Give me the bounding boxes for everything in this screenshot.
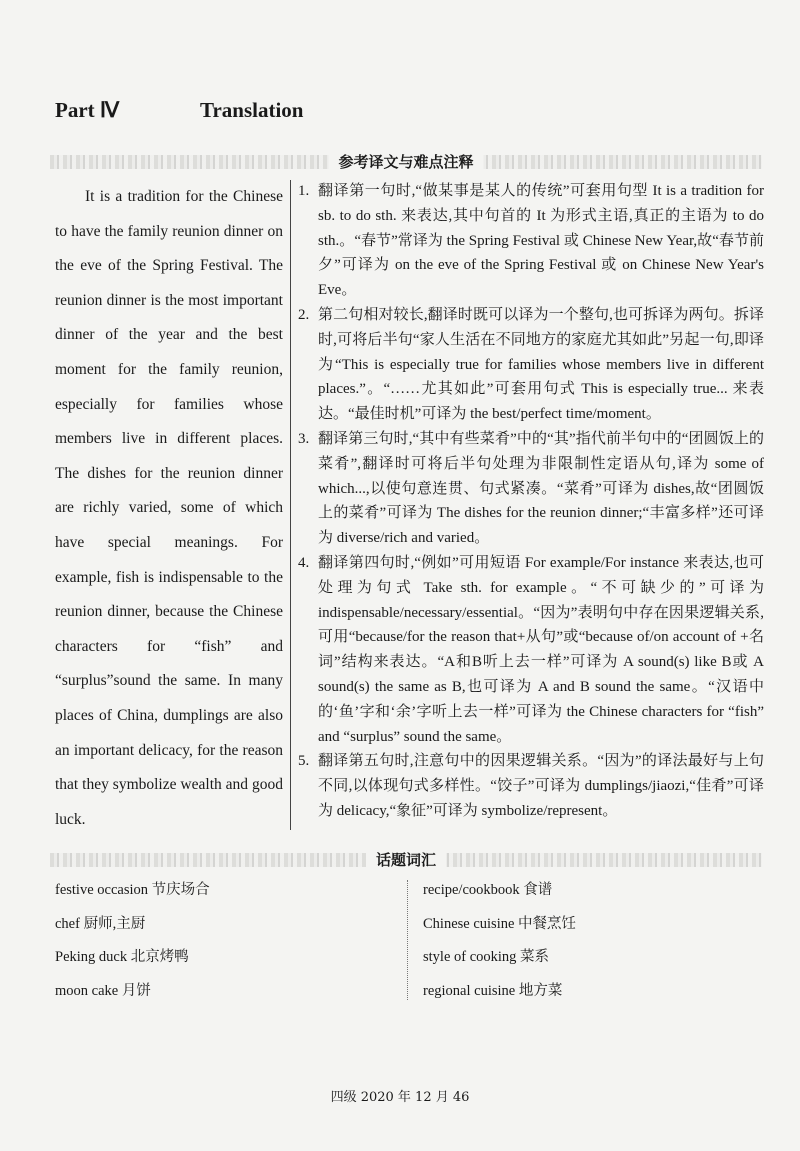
column-divider: [290, 180, 291, 830]
source-text: It is a tradition for the Chinese to have the family reunion dinner on the eve of the Spring Festival. The reunion dinner is the most important dinner of the year and the best moment for the family reunion, especially for families whose members live in different places. The dishes for the reunion dinner are richly varied, some of which have special meanings. For example, fish is indispensable to the reunion dinner, because the Chinese characters for “fish” and “surplus”sound the same. In many places of China, dumplings are also an important delicacy, for the reason that they symbolize wealth and good luck.: [55, 188, 283, 828]
note-text: 第二句相对较长,翻译时既可以译为一个整句,也可拆译为两句。拆译时,可将后半句“家人生活在不同地方的家庭尤其如此”另起一句,即译为“This is especially true for families whose members live in different places.”。“……尤其如此”可套用句式 This is especially true... 来表达。“最佳时机”可译为 the best/perfect time/moment。: [318, 306, 764, 423]
vocab-heading: 话题词汇: [366, 850, 446, 870]
vocab-item: chef 厨师,主厨: [55, 915, 146, 932]
source-passage: [55, 180, 283, 837]
note-number: 4.: [298, 554, 310, 571]
note-item: [298, 303, 764, 427]
vocab-item: style of cooking 菜系: [423, 949, 550, 966]
notes-list: [298, 179, 764, 824]
vocab-item: Chinese cuisine 中餐烹饪: [423, 915, 577, 932]
note-number: 1.: [298, 183, 310, 199]
notes-heading: 参考译文与难点注释: [328, 152, 483, 172]
vocab-item: regional cuisine 地方菜: [423, 982, 563, 999]
note-text: 翻译第三句时,“其中有些菜肴”中的“其”指代前半句中的“团圆饭上的菜肴”,翻译时可将后半句处理为非限制性定语从句,译为 some of which...,以使句意连贯、句式紧凑。“菜肴”可译为 dishes,故“团圆饭上的菜肴”可译为 The dishes for the reunion dinner;“丰富多样”还可译为 diverse/rich and varied。: [318, 430, 764, 547]
note-item: [298, 179, 764, 303]
vocab-item: recipe/cookbook 食谱: [423, 882, 553, 898]
part-label: Part Ⅳ: [55, 98, 120, 122]
note-item: [298, 551, 764, 749]
vocab-divider: [407, 880, 408, 1000]
note-item: [298, 749, 764, 823]
note-item: [298, 427, 764, 551]
vocab-heading-banner: [50, 850, 762, 870]
vocab-item: festive occasion 节庆场合: [55, 882, 210, 898]
note-text: 翻译第四句时,“例如”可用短语 For example/For instance 来表达,也可处理为句式 Take sth. for example。“不可缺少的”可译为 indispensable/necessary/essential。“因为”表明句中存在因果逻辑关系,可用“because/for the reason that+从句”或“because of/on account of +名词”结构来表达。“A和B听上去一样”可译为 A sound(s) like B或 A sound(s) the same as B,也可译为 A and B sound the same。“汉语中的‘鱼’字和‘余’字听上去一样”可译为 the Chinese characters for “fish” and “surplus” sound the same。: [318, 554, 764, 745]
notes-heading-banner: [50, 152, 762, 172]
vocab-list-right: [423, 874, 576, 1008]
page-footer: 四级 2020 年 12 月 46: [330, 1090, 470, 1105]
note-number: 2.: [298, 306, 310, 323]
part-title: Translation: [200, 98, 304, 122]
vocab-list-left: [55, 874, 210, 1008]
vocab-item: moon cake 月饼: [55, 982, 151, 999]
note-text: 翻译第五句时,注意句中的因果逻辑关系。“因为”的译法最好与上句不同,以体现句式多样性。“饺子”可译为 dumplings/jiaozi,“佳肴”可译为 delicacy,“象征”可译为 symbolize/represent。: [318, 753, 764, 819]
vocab-item: Peking duck 北京烤鸭: [55, 949, 189, 966]
note-text: 翻译第一句时,“做某事是某人的传统”可套用句型 It is a tradition for sb. to do sth. 来表达,其中句首的 It 为形式主语,真正的主语为 to do sth.。“春节”常译为 the Spring Festival 或 Chinese New Year,故“春节前夕”可译为 on the eve of the Spring Festival 或 on Chinese New Year's Eve。: [318, 183, 764, 299]
note-number: 5.: [298, 753, 310, 770]
note-number: 3.: [298, 430, 310, 447]
